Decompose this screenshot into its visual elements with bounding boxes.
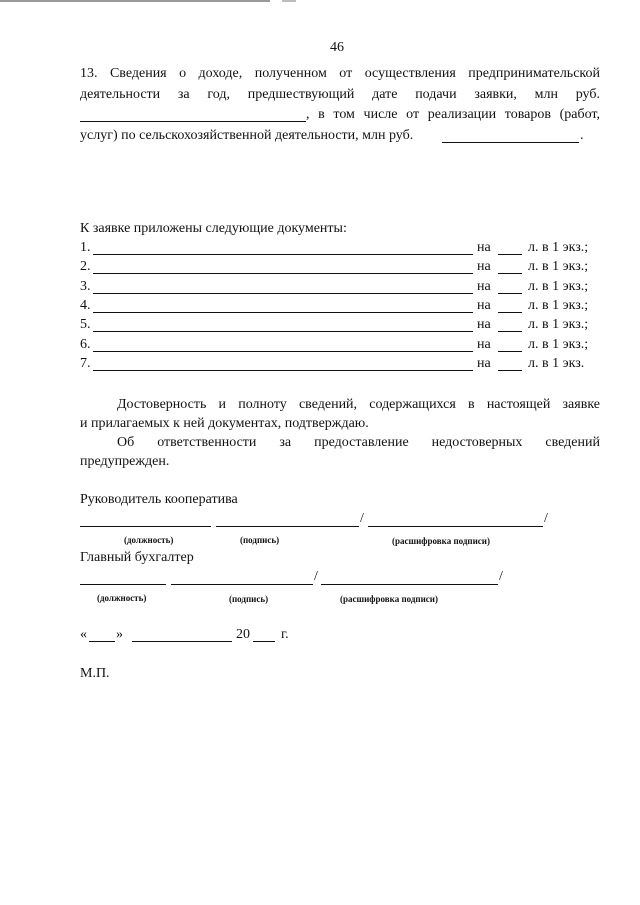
accountant-signature-field[interactable] [171,584,313,585]
scan-top-line-short [282,0,296,2]
date-month-field[interactable] [132,641,232,642]
income-line-3: , в том числе от реализации товаров (работ, [306,107,600,122]
document-na: на [477,240,491,255]
document-na: на [477,279,491,294]
head-slash-2: / [544,511,548,526]
head-decode-label: (расшифровка подписи) [392,536,490,546]
accountant-position-field[interactable] [80,584,166,585]
document-title-field[interactable] [93,312,473,313]
confirm-line-4: предупрежден. [80,454,170,469]
accountant-slash-1: / [314,569,318,584]
document-title-field[interactable] [93,370,473,371]
document-pages-field[interactable] [498,331,522,332]
document-na: на [477,259,491,274]
document-suffix: л. в 1 экз.; [528,317,589,332]
document-number: 1. [80,240,91,255]
document-pages-field[interactable] [498,273,522,274]
confirm-line-3: Об ответственности за предоставление недостоверных сведений [117,435,600,450]
document-title-field[interactable] [93,331,473,332]
income-line-2: деятельности за год, предшествующий дате подачи заявки, млн руб. [80,87,600,102]
document-pages-field[interactable] [498,370,522,371]
document-number: 3. [80,279,91,294]
document-na: на [477,317,491,332]
document-pages-field[interactable] [498,312,522,313]
document-number: 2. [80,259,91,274]
document-pages-field[interactable] [498,351,522,352]
income-line-4-end: . [580,128,584,143]
document-title-field[interactable] [93,293,473,294]
documents-heading: К заявке приложены следующие документы: [80,221,347,236]
document-number: 5. [80,317,91,332]
head-title: Руководитель кооператива [80,492,238,507]
document-pages-field[interactable] [498,254,522,255]
accountant-slash-2: / [499,569,503,584]
date-year-suffix: г. [281,627,289,642]
confirm-line-1: Достоверность и полноту сведений, содержащихся в настоящей заявке [117,397,600,412]
document-number: 7. [80,356,91,371]
page-number: 46 [330,40,344,55]
document-na: на [477,356,491,371]
document-number: 4. [80,298,91,313]
document-na: на [477,337,491,352]
head-slash-1: / [360,511,364,526]
income-line-4: услуг) по сельскохозяйственной деятельности, млн руб. [80,128,414,143]
income-agri-field[interactable] [442,142,579,143]
document-pages-field[interactable] [498,293,522,294]
accountant-decode-field[interactable] [321,584,498,585]
document-suffix: л. в 1 экз.; [528,259,589,274]
scan-top-line [0,0,270,2]
date-close-quote: » [116,627,123,642]
document-title-field[interactable] [93,273,473,274]
head-signature-label: (подпись) [240,535,280,545]
document-suffix: л. в 1 экз.; [528,279,589,294]
head-decode-field[interactable] [368,526,543,527]
document-suffix: л. в 1 экз.; [528,298,589,313]
document-na: на [477,298,491,313]
document-number: 6. [80,337,91,352]
document-suffix: л. в 1 экз. [528,356,585,371]
date-day-field[interactable] [89,641,115,642]
accountant-decode-label: (расшифровка подписи) [340,594,438,604]
document-title-field[interactable] [93,351,473,352]
accountant-title: Главный бухгалтер [80,550,194,565]
date-open-quote: « [80,627,87,642]
date-year-field[interactable] [253,641,275,642]
head-signature-field[interactable] [216,526,359,527]
accountant-position-label: (должность) [97,593,147,603]
head-position-label: (должность) [124,535,174,545]
document-suffix: л. в 1 экз.; [528,337,589,352]
date-year-prefix: 20 [236,627,250,642]
accountant-signature-label: (подпись) [229,594,269,604]
income-line-1: 13. Сведения о доходе, полученном от осуществления предпринимательской [80,66,600,81]
head-position-field[interactable] [80,526,211,527]
income-total-field[interactable] [80,121,306,122]
document-suffix: л. в 1 экз.; [528,240,589,255]
stamp-place: М.П. [80,666,110,681]
confirm-line-2: и прилагаемых к ней документах, подтверждаю. [80,416,369,431]
document-title-field[interactable] [93,254,473,255]
